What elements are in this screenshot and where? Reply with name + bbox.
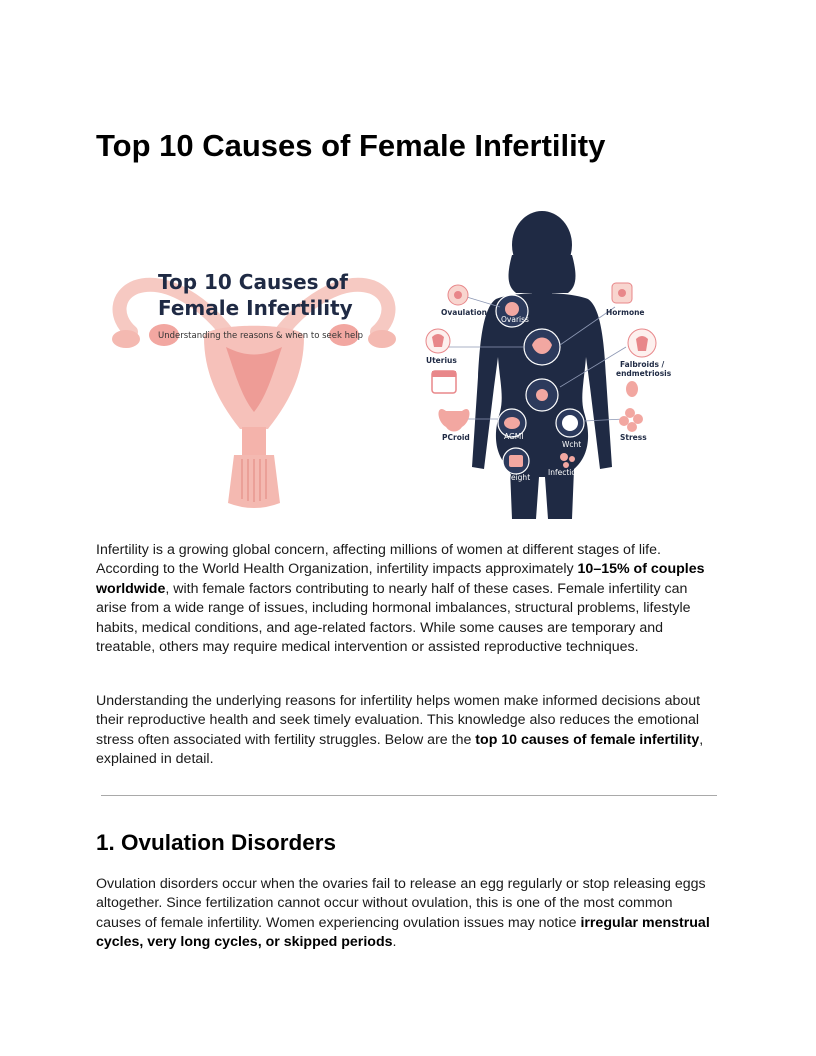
section1-text-b: .	[392, 934, 397, 951]
label-stress: Stress	[620, 433, 647, 442]
calendar-icon	[432, 371, 456, 393]
intro-paragraph-1	[96, 541, 720, 657]
intro-p2-bold: top 10 causes of female infertility	[475, 731, 700, 748]
label-wcht: Wcht	[562, 440, 582, 449]
label-infection: Infection	[548, 468, 581, 477]
uterus-small-icon	[426, 329, 450, 353]
pcos-icon	[439, 409, 470, 432]
intro-p2-text-a: Understanding the underlying reasons for infertility helps women make informed decisions about their reproductive health and seek timely evaluation. This knowledge also reduces the emotional stress often associated with fertility struggles. Below are the	[96, 693, 701, 748]
hero-illustration	[96, 207, 720, 519]
intro-paragraph-2	[96, 692, 720, 770]
page-title: Top 10 Causes of Female Infertility	[96, 128, 606, 163]
intro-p2-text-b: , explained in detail.	[96, 731, 704, 768]
section-divider	[101, 795, 717, 796]
hormone-icon	[612, 283, 632, 303]
label-falbroids-2: endmetriosis	[616, 369, 672, 378]
stress-flower-icon	[619, 408, 643, 432]
label-agmi: AGMI	[504, 432, 524, 441]
intro-p1-bold: 10–15% of couples worldwide	[96, 561, 705, 597]
label-ovaulation: Ovaulation	[441, 308, 487, 317]
label-uterius: Uterius	[426, 356, 457, 365]
image-title-line1: Top 10 Causes of	[158, 270, 348, 294]
label-hormone: Hormone	[606, 308, 645, 317]
image-title-line2: Female Infertility	[158, 296, 353, 320]
ovary-small-icon	[626, 381, 638, 397]
label-ovariss: Ovariss	[501, 315, 529, 324]
ovulation-icon	[448, 285, 468, 305]
section-heading-ovulation: 1. Ovulation Disorders	[96, 830, 337, 855]
section1-text-a: Ovulation disorders occur when the ovaries fail to release an egg regularly or stop releasing eggs altogether. Since fertilization cannot occur without ovulation, this is one of the most common causes of female infertility. Women experiencing ovulation issues may notice	[96, 876, 706, 931]
intro-p1-text-b: , with female factors contributing to nearly half of these cases. Female infertility can arise from a wide range of issues, including hormonal imbalances, structural problems, lifestyle habits, medical conditions, and age-related factors. While some causes are temporary and treatable, others may require medical intervention or assisted reproductive techniques.	[96, 580, 691, 656]
label-falbroids-1: Falbroids /	[620, 360, 665, 369]
intro-p1-text-a: Infertility is a growing global concern, affecting millions of women at different stages of life. According to the World Health Organization, infertility impacts approximately	[96, 542, 661, 578]
image-subtitle: Understanding the reasons & when to seek help	[158, 331, 363, 341]
label-weight: Weight	[504, 473, 531, 482]
label-pcroid: PCroid	[442, 433, 470, 442]
section1-bold: irregular menstrual cycles, very long cycles, or skipped periods	[96, 914, 710, 951]
fibroids-icon	[628, 329, 656, 357]
section1-paragraph	[96, 875, 720, 953]
